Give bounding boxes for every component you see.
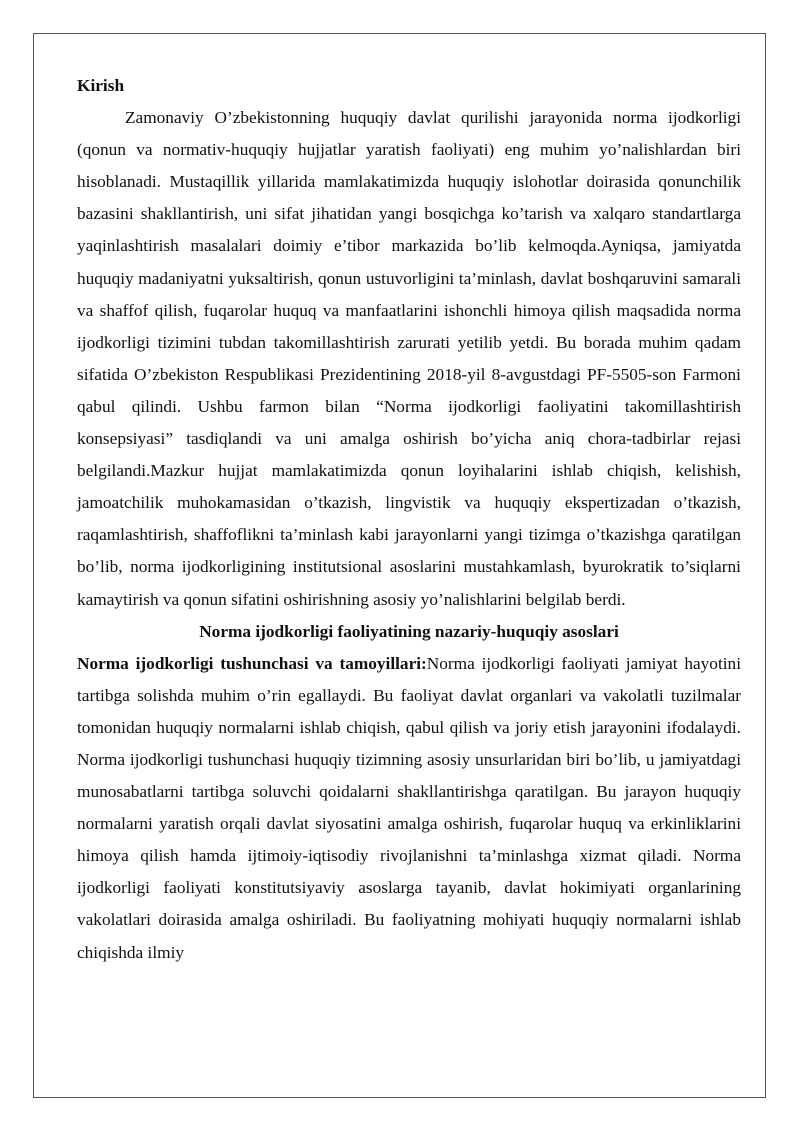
section-paragraph-text: Norma ijodkorligi faoliyati jamiyat hayotini tartibga solishda muhim o’rin egallaydi. Bu faoliyat davlat organlari va vakolatli tuzilmalar tomonidan huquqiy normalarni ishlab chiqish, qabul qilish va joriy etish jarayonini ifodalaydi. Norma ijodkorligi tushunchasi huquqiy tizimning asosiy unsurlaridan biri bo’lib, u jamiyatdagi munosabatlarni tartibga soluvchi qoidalarni shakllantirishga qaratilgan. Bu jarayon huquqiy normalarni yaratish orqali davlat siyosatini amalga oshirish, fuqarolar huquq va erkinliklarini himoya qilish hamda ijtimoiy-iqtisodiy rivojlanishni ta’minlashga xizmat qiladi. Norma ijodkorligi faoliyati konstitutsiyaviy asoslarga tayanib, davlat hokimiyati organlarining vakolatlari doirasida amalga oshiriladi. Bu faoliyatning mohiyati huquqiy normalarni ishlab chiqishda ilmiy [77, 653, 741, 962]
document-body [77, 70, 741, 969]
section-title: Norma ijodkorligi faoliyatining nazariy-huquqiy asoslari [199, 621, 619, 641]
section-lead: Norma ijodkorligi tushunchasi va tamoyillari: [77, 653, 427, 673]
intro-paragraph: Zamonaviy O’zbekistonning huquqiy davlat qurilishi jarayonida norma ijodkorligi (qonun va normativ-huquqiy hujjatlar yaratish faoliyati) eng muhim yo’nalishlardan biri hisoblanadi. Mustaqillik yillarida mamlakatimizda huquqiy islohotlar doirasida qonunchilik bazasini shakllantirish, uni sifat jihatidan yangi bosqichga ko’tarish va xalqaro standartlarga yaqinlashtirish masalalari doimiy e’tibor markazida bo’lib kelmoqda.Ayniqsa, jamiyatda huquqiy madaniyatni yuksaltirish, qonun ustuvorligini ta’minlash, davlat boshqaruvini samarali va shaffof qilish, fuqarolar huquq va manfaatlarini ishonchli himoya qilish maqsadida norma ijodkorligi tizimini tubdan takomillashtirish zarurati yetilib yetdi. Bu borada muhim qadam sifatida O’zbekiston Respublikasi Prezidentining 2018-yil 8-avgustdagi PF-5505-son Farmoni qabul qilindi. Ushbu farmon bilan “Norma ijodkorligi faoliyatini takomillashtirish konsepsiyasi” tasdiqlandi va uni amalga oshirish bo’yicha aniq chora-tadbirlar rejasi belgilandi.Mazkur hujjat mamlakatimizda qonun loyihalarini ishlab chiqish, kelishish, jamoatchilik muhokamasidan o’tkazish, lingvistik va huquqiy ekspertizadan o’tkazish, raqamlashtirish, shaffoflikni ta’minlash kabi jarayonlarni yangi tizimga o’tkazishga qaratilgan bo’lib, norma ijodkorligining institutsional asoslarini mustahkamlash, byurokratik to’siqlarni kamaytirish va qonun sifatini oshirishning asosiy yo’nalishlarini belgilab berdi. [77, 108, 741, 609]
section-paragraph [77, 648, 741, 969]
intro-heading: Kirish [77, 76, 125, 95]
